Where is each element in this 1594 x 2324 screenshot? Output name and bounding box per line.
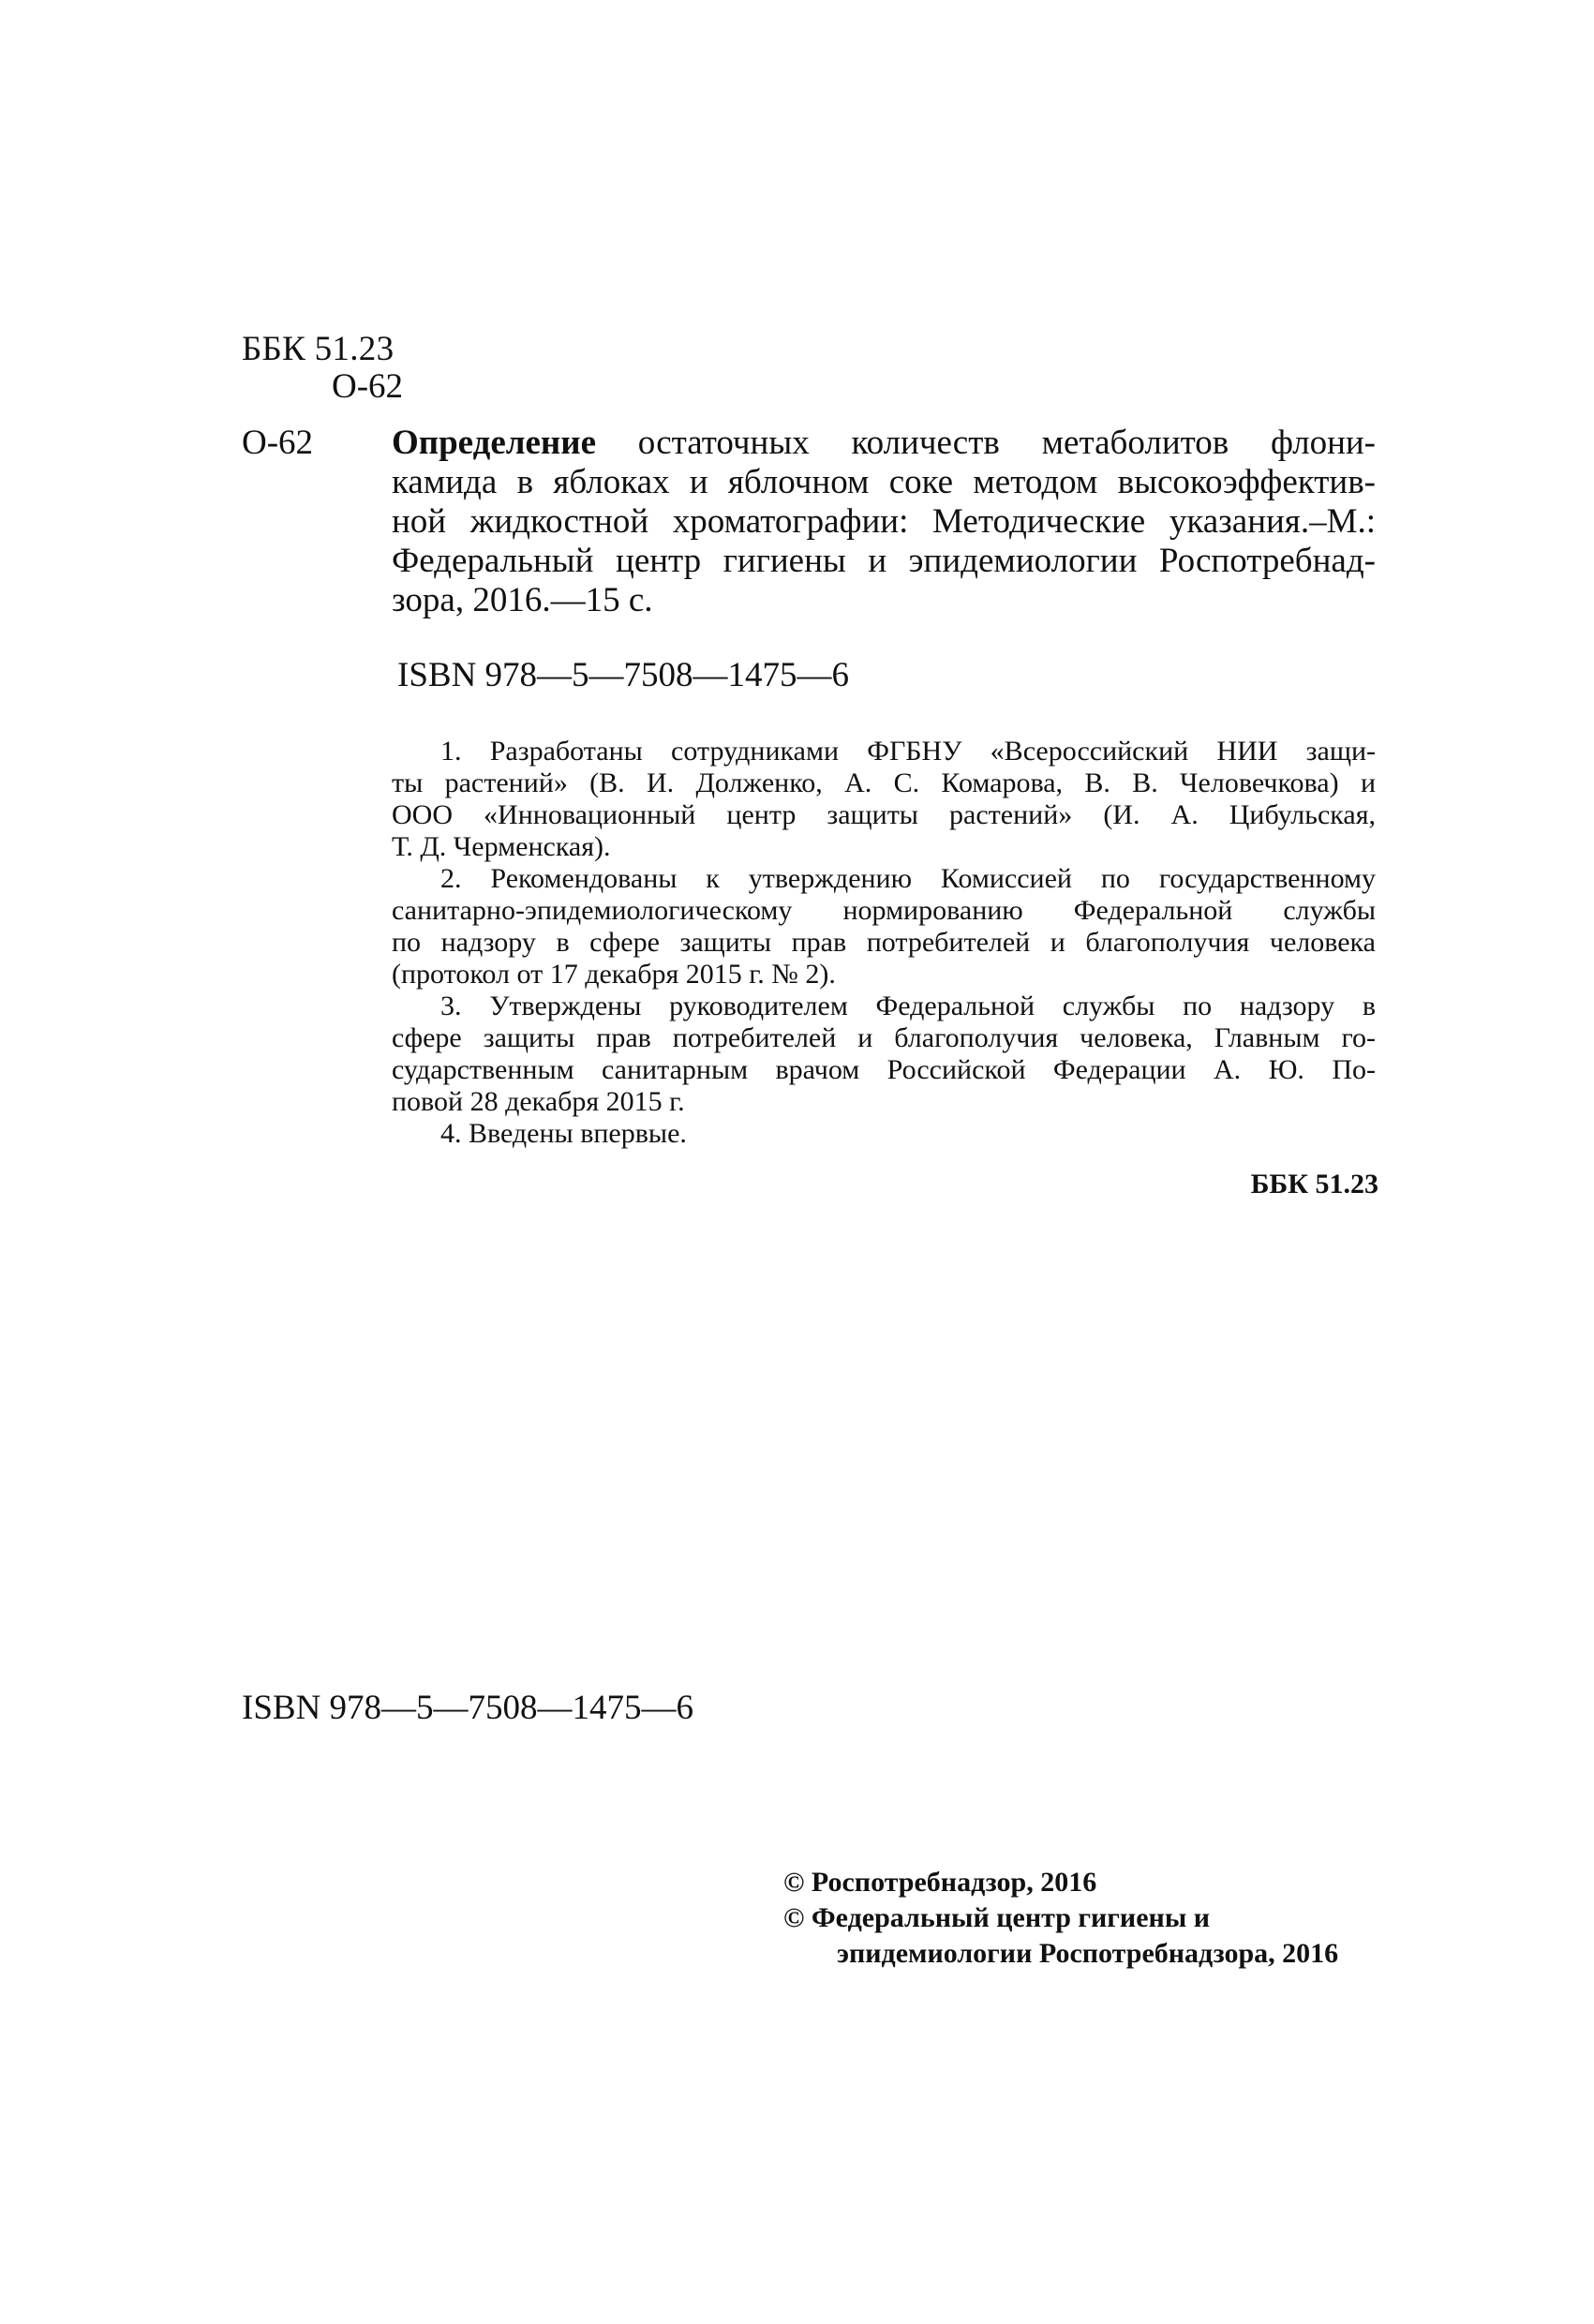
- description-line: Определение остаточных количеств метаболитов флони-: [392, 424, 1376, 462]
- bbk-index-right: ББК 51.23: [1250, 1169, 1378, 1199]
- title-bold: Определение: [392, 424, 596, 462]
- bibliographic-description: [392, 424, 1376, 620]
- note-recommended: 2. Рекомендованы к утверждению Комиссией по государственному санитарно-эпидемиологическому нормированию Федеральной службы по надзору в сфере защиты прав потребителей и благополучия человека (протокол от 17 декабря 2015 г. № 2).: [392, 863, 1376, 990]
- copyright-line: © Федеральный центр гигиены и: [783, 1902, 1211, 1933]
- bbk-index: ББК 51.23: [242, 330, 395, 368]
- description-line: камида в яблоках и яблочном соке методом высокоэффектив-: [392, 463, 1376, 501]
- entry-code: О-62: [242, 424, 314, 462]
- description-line: Федеральный центр гигиены и эпидемиологии Роспотребнад-: [392, 542, 1376, 580]
- author-code: О-62: [332, 367, 404, 406]
- copyright-block: [783, 1865, 1383, 1972]
- isbn-entry: ISBN 978—5—7508—1475—6: [397, 656, 850, 694]
- description-line: зора, 2016.—15 с.: [392, 581, 653, 619]
- note-introduced: 4. Введены впервые.: [440, 1118, 687, 1149]
- copyright-line: © Роспотребнадзор, 2016: [783, 1867, 1097, 1898]
- description-line: ной жидкостной хроматографии: Методические указания.–М.:: [392, 502, 1376, 541]
- note-developed: 1. Разработаны сотрудниками ФГБНУ «Всероссийский НИИ защи- ты растений» (В. И. Долженко, А. С. Комарова, В. В. Человечкова) и ООО «Инновационный центр защиты растений» (И. А. Цибульская, Т. Д. Черменская).: [392, 736, 1376, 862]
- notes-block: [392, 736, 1376, 1150]
- isbn-bottom: ISBN 978—5—7508—1475—6: [242, 1689, 694, 1727]
- copyright-line: эпидемиологии Роспотребнадзора, 2016: [837, 1938, 1339, 1969]
- note-approved: 3. Утверждены руководителем Федеральной службы по надзору в сфере защиты прав потребителей и благополучия человека, Главным го- сударственным санитарным врачом Российской Федерации А. Ю. По- повой 28 декабря 2015 г.: [392, 991, 1376, 1117]
